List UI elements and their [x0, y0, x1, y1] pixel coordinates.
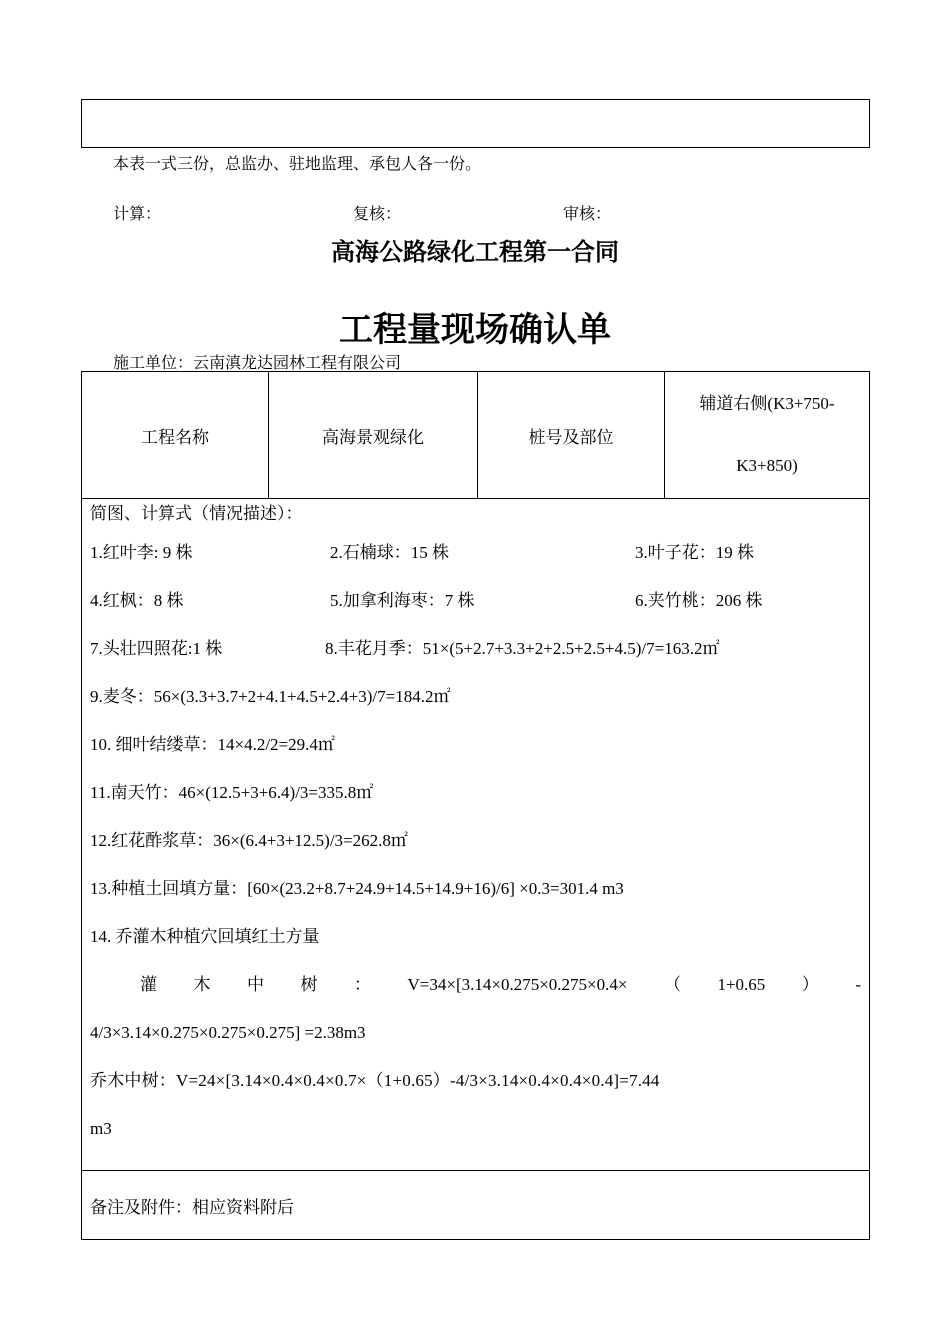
project-name-value: 高海景观绿化: [269, 372, 478, 499]
project-name-label: 工程名称: [82, 372, 269, 499]
tree-formula-line1: 乔木中树：V=24×[3.14×0.4×0.4×0.7×（1+0.65）-4/3×3.14×0.4×0.4×0.4]=7.44: [90, 1071, 660, 1090]
form-title: 工程量现场确认单: [339, 312, 611, 349]
shrub-part: 灌: [140, 975, 157, 994]
item-10: 10. 细叶结缕草：14×4.2/2=29.4㎡: [90, 735, 335, 754]
tree-formula-line2: m3: [90, 1119, 112, 1138]
shrub-part: （: [663, 975, 681, 994]
items-row-1: [90, 529, 861, 577]
item-1: 1.红叶李: 9 株: [90, 543, 193, 562]
shrub-part: 1+0.65: [717, 975, 766, 994]
remarks-cell: 备注及附件：相应资料附后: [82, 1171, 870, 1240]
sketch-row: [82, 499, 870, 1171]
top-empty-box: [81, 99, 870, 148]
contractor-line: 施工单位：云南滇龙达园林工程有限公司: [113, 355, 402, 372]
stake-value: [665, 372, 870, 499]
shrub-part: 木: [193, 975, 211, 994]
item-6: 6.夹竹桃：206 株: [635, 591, 763, 610]
stake-value-line2: K3+850): [736, 456, 798, 475]
sketch-label: 简图、计算式（情况描述）：: [90, 504, 303, 523]
contract-title: 高海公路绿化工程第一合同: [331, 240, 619, 266]
shrub-formula-line2: 4/3×3.14×0.275×0.275×0.275] =2.38m3: [90, 1023, 366, 1042]
audit-signature: 审核：: [563, 206, 612, 223]
item-8: 8.丰花月季：51×(5+2.7+3.3+2+2.5+2.5+4.5)/7=163.2㎡: [325, 639, 720, 658]
item-11: 11.南天竹：46×(12.5+3+6.4)/3=335.8㎡: [90, 783, 374, 802]
item-7: 7.头壮四照花:1 株: [90, 639, 223, 658]
item-14: 14. 乔灌木种植穴回填红土方量: [90, 927, 320, 946]
stake-value-line1: 辅道右侧(K3+750-: [699, 394, 835, 413]
shrub-part: V=34×[3.14×0.275×0.275×0.4×: [407, 975, 628, 994]
shrub-formula-line1: [90, 961, 861, 1009]
item-9: 9.麦冬：56×(3.3+3.7+2+4.1+4.5+2.4+3)/7=184.2㎡: [90, 687, 451, 706]
stake-label: 桩号及部位: [478, 372, 665, 499]
confirmation-form-table: [81, 371, 870, 1240]
review-signature: 复核：: [353, 206, 402, 223]
item-13: 13.种植土回填方量：[60×(23.2+8.7+24.9+14.5+14.9+16)/6] ×0.3=301.4 m3: [90, 879, 624, 898]
item-4: 4.红枫：8 株: [90, 591, 184, 610]
copies-note: 本表一式三份，总监办、驻地监理、承包人各一份。: [113, 156, 482, 173]
shrub-part: ：: [354, 975, 371, 994]
item-3: 3.叶子花：19 株: [635, 543, 754, 562]
items-row-2: [90, 577, 861, 625]
shrub-part: 中: [247, 975, 264, 994]
shrub-part: -: [855, 975, 861, 994]
header-row: [82, 372, 870, 499]
shrub-part: 树: [300, 975, 318, 994]
items-row-3: [90, 625, 861, 673]
item-2: 2.石楠球：15 株: [330, 543, 449, 562]
calc-signature: 计算：: [113, 206, 162, 223]
item-5: 5.加拿利海枣：7 株: [330, 591, 475, 610]
shrub-part: ）: [801, 975, 819, 994]
item-12: 12.红花酢浆草：36×(6.4+3+12.5)/3=262.8㎡: [90, 831, 408, 850]
sketch-cell: [82, 499, 870, 1171]
remarks-row: [82, 1171, 870, 1240]
